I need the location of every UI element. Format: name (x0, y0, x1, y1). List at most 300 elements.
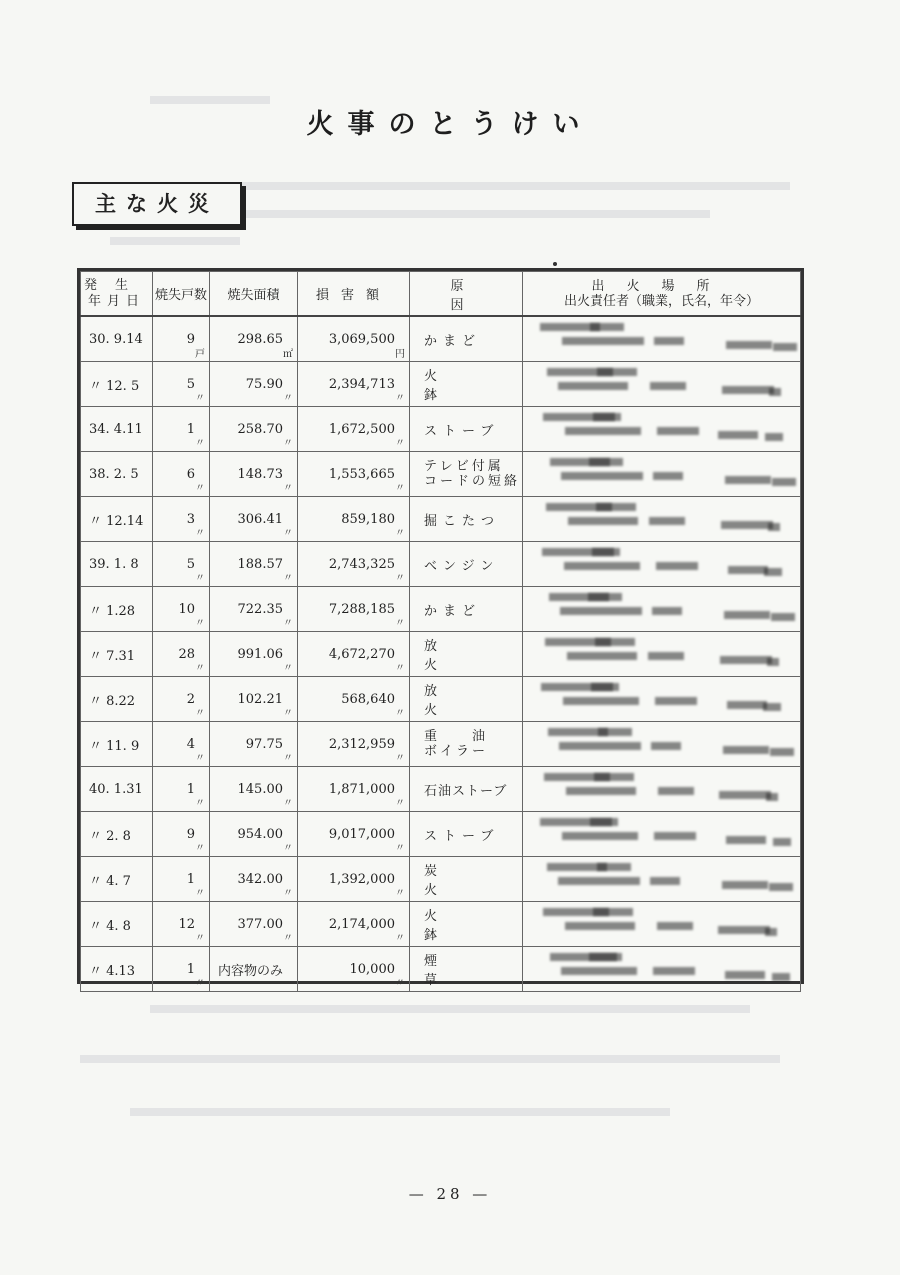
ink-dot (553, 262, 557, 266)
redaction-block (594, 773, 634, 781)
redaction-block (589, 953, 617, 961)
area-value: 102.21 (237, 691, 283, 707)
redaction-block (765, 433, 783, 441)
table-row (81, 722, 801, 767)
table-row (81, 316, 801, 362)
damage-value: 1,553,665 (328, 466, 395, 482)
ditto-mark: 〃 (283, 528, 293, 539)
redaction-block (654, 832, 696, 840)
cell-area (210, 902, 298, 947)
table-row (81, 857, 801, 902)
ditto-mark: 〃 (283, 933, 293, 944)
houses-value: 6 (186, 466, 195, 482)
cell-damage (298, 452, 410, 497)
ditto-mark: 〃 (395, 933, 405, 944)
redaction-block (590, 818, 618, 826)
table-row (81, 812, 801, 857)
redaction-block (771, 613, 795, 621)
cell-place-redacted (523, 857, 801, 902)
redaction-block (728, 566, 768, 574)
cell-date: 〃 1.28 (81, 587, 153, 632)
redaction-block (565, 922, 635, 930)
ditto-mark: 〃 (195, 663, 205, 674)
ditto-mark: 〃 (195, 438, 205, 449)
redaction-block (769, 883, 793, 891)
cell-houses (153, 362, 210, 407)
cell-houses (153, 587, 210, 632)
ditto-mark: 〃 (195, 573, 205, 584)
redaction-block (657, 427, 699, 435)
cell-damage (298, 812, 410, 857)
cause-value: 石油ストーブ (424, 783, 508, 799)
cell-place-redacted (523, 316, 801, 362)
table-header-row (81, 272, 801, 317)
redaction-block (772, 478, 796, 486)
redaction-block (773, 838, 791, 846)
damage-value: 859,180 (341, 511, 395, 527)
section-label: 主な火災 (72, 182, 242, 226)
cell-houses (153, 812, 210, 857)
ditto-mark: 〃 (195, 618, 205, 629)
houses-value: 28 (178, 646, 195, 662)
cell-damage (298, 587, 410, 632)
unit-label: ㎡ (283, 349, 293, 360)
redaction-block (588, 593, 622, 601)
ditto-mark: 〃 (395, 798, 405, 809)
redaction-block (657, 922, 693, 930)
cell-houses (153, 767, 210, 812)
damage-value: 568,640 (341, 691, 395, 707)
table-row (81, 542, 801, 587)
header-damage: 損害額 (298, 272, 410, 317)
cell-area (210, 632, 298, 677)
redaction-block (656, 562, 698, 570)
cell-place-redacted (523, 902, 801, 947)
area-value: 306.41 (237, 511, 283, 527)
redaction-block (773, 343, 797, 351)
ditto-mark: 〃 (395, 978, 405, 989)
cell-area (210, 362, 298, 407)
redaction-block (720, 656, 772, 664)
houses-value: 1 (186, 781, 195, 797)
area-value: 258.70 (237, 421, 283, 437)
damage-value: 7,288,185 (328, 601, 395, 617)
cell-date: 〃 2. 8 (81, 812, 153, 857)
cause-value: 放火 (424, 684, 480, 718)
damage-value: 2,394,713 (328, 376, 395, 392)
ditto-mark: 〃 (195, 978, 205, 989)
redaction-block (650, 382, 686, 390)
cell-cause (410, 587, 523, 632)
cell-cause (410, 947, 523, 992)
cell-houses (153, 542, 210, 587)
redaction-block (564, 562, 640, 570)
ditto-mark: 〃 (395, 888, 405, 899)
unit-label: 円 (395, 349, 405, 360)
cell-date: 〃 11. 9 (81, 722, 153, 767)
cell-houses (153, 677, 210, 722)
redaction-block (590, 323, 624, 331)
bleed-through-mark (80, 1055, 780, 1063)
ditto-mark: 〃 (283, 483, 293, 494)
damage-value: 2,174,000 (328, 916, 395, 932)
redaction-block (562, 832, 638, 840)
cell-damage (298, 722, 410, 767)
redaction-block (560, 607, 642, 615)
area-value: 954.00 (237, 826, 283, 842)
table-row (81, 587, 801, 632)
redaction-block (722, 881, 768, 889)
cell-cause (410, 362, 523, 407)
cell-cause (410, 542, 523, 587)
table-row (81, 362, 801, 407)
header-date: 発生 年月日 (81, 272, 153, 317)
area-value: 377.00 (237, 916, 283, 932)
redaction-block (591, 683, 619, 691)
redaction-block (561, 472, 643, 480)
redaction-block (559, 742, 641, 750)
redaction-block (765, 928, 777, 936)
cell-damage (298, 632, 410, 677)
redaction-block (655, 697, 697, 705)
cell-cause (410, 452, 523, 497)
cell-area (210, 452, 298, 497)
redaction-block (767, 658, 779, 666)
cell-place-redacted (523, 497, 801, 542)
table-row (81, 407, 801, 452)
ditto-mark: 〃 (283, 888, 293, 899)
damage-value: 2,312,959 (328, 736, 395, 752)
redaction-block (649, 517, 685, 525)
area-value: 145.00 (237, 781, 283, 797)
page-title: 火事のとうけい (306, 109, 594, 140)
cause-line: テレビ付属 (424, 459, 504, 474)
cause-value: かまど (424, 603, 482, 619)
cause-value: 炭火 (424, 864, 480, 898)
redaction-block (593, 908, 633, 916)
redaction-block (726, 341, 772, 349)
redaction-block (722, 386, 774, 394)
damage-value: 10,000 (349, 961, 395, 977)
cell-damage (298, 407, 410, 452)
cell-area (210, 677, 298, 722)
ditto-mark: 〃 (283, 618, 293, 629)
ditto-mark: 〃 (195, 483, 205, 494)
bleed-through-mark (130, 1108, 670, 1116)
cell-place-redacted (523, 947, 801, 992)
redaction-block (595, 638, 635, 646)
ditto-mark: 〃 (395, 843, 405, 854)
ditto-mark: 〃 (395, 483, 405, 494)
redaction-block (719, 791, 771, 799)
ditto-mark: 〃 (195, 798, 205, 809)
bleed-through-mark (110, 237, 240, 245)
damage-value: 2,743,325 (328, 556, 395, 572)
cause-value: 掘こたつ (424, 513, 501, 529)
redaction-block (727, 701, 767, 709)
ditto-mark: 〃 (395, 438, 405, 449)
ditto-mark: 〃 (195, 933, 205, 944)
cell-date: 30. 9.14 (81, 316, 153, 362)
redaction-block (658, 787, 694, 795)
damage-value: 4,672,270 (328, 646, 395, 662)
bleed-through-mark (150, 1005, 750, 1013)
redaction-block (766, 793, 778, 801)
area-value: 148.73 (237, 466, 283, 482)
ditto-mark: 〃 (395, 753, 405, 764)
cell-cause (410, 407, 523, 452)
cell-damage (298, 497, 410, 542)
redaction-block (768, 523, 780, 531)
ditto-mark: 〃 (195, 843, 205, 854)
redaction-block (596, 503, 636, 511)
redaction-block (721, 521, 773, 529)
houses-value: 12 (178, 916, 195, 932)
cell-place-redacted (523, 362, 801, 407)
redaction-block (568, 517, 638, 525)
houses-value: 4 (186, 736, 195, 752)
redaction-block (653, 967, 695, 975)
redaction-block (567, 652, 637, 660)
ditto-mark: 〃 (395, 708, 405, 719)
cell-date: 〃 4. 8 (81, 902, 153, 947)
cell-area (210, 542, 298, 587)
cell-place-redacted (523, 677, 801, 722)
cause-value: かまど (424, 333, 482, 349)
cell-place-redacted (523, 407, 801, 452)
redaction-block (726, 836, 766, 844)
cell-houses (153, 947, 210, 992)
header-houses: 焼失戸数 (153, 272, 210, 317)
houses-value: 3 (186, 511, 195, 527)
cell-cause (410, 812, 523, 857)
area-value: 342.00 (237, 871, 283, 887)
area-value: 298.65 (237, 331, 283, 347)
redaction-block (763, 703, 781, 711)
ditto-mark: 〃 (283, 393, 293, 404)
redaction-block (772, 973, 790, 981)
cause-value: ストーブ (424, 423, 500, 439)
redaction-block (769, 388, 781, 396)
cell-houses (153, 452, 210, 497)
redaction-block (563, 697, 639, 705)
cell-houses (153, 632, 210, 677)
cell-place-redacted (523, 452, 801, 497)
cell-area (210, 857, 298, 902)
ditto-mark: 〃 (283, 708, 293, 719)
area-value: 75.90 (245, 376, 283, 392)
table-row (81, 497, 801, 542)
houses-value: 5 (186, 376, 195, 392)
ditto-mark: 〃 (283, 663, 293, 674)
redaction-block (652, 607, 682, 615)
ditto-mark: 〃 (195, 528, 205, 539)
cell-area (210, 497, 298, 542)
cause-line: ボイラー (424, 744, 489, 759)
redaction-block (718, 431, 758, 439)
cell-date: 〃 8.22 (81, 677, 153, 722)
cell-damage (298, 767, 410, 812)
damage-value: 3,069,500 (328, 331, 395, 347)
redaction-block (654, 337, 684, 345)
cell-damage (298, 542, 410, 587)
ditto-mark: 〃 (283, 573, 293, 584)
redaction-block (723, 746, 769, 754)
table-row (81, 767, 801, 812)
cell-cause (410, 722, 523, 767)
cell-houses (153, 407, 210, 452)
ditto-mark: 〃 (395, 618, 405, 629)
header-area: 焼失面積 (210, 272, 298, 317)
cause-value: 火鉢 (424, 369, 480, 403)
cell-place-redacted (523, 767, 801, 812)
houses-value: 1 (186, 961, 195, 977)
table-row (81, 947, 801, 992)
cause-value: ベンジン (424, 558, 500, 574)
cell-area (210, 316, 298, 362)
ditto-mark: 〃 (283, 753, 293, 764)
cell-date: 34. 4.11 (81, 407, 153, 452)
cell-place-redacted (523, 542, 801, 587)
redaction-block (770, 748, 794, 756)
cause-value: ストーブ (424, 828, 500, 844)
cell-place-redacted (523, 722, 801, 767)
area-value: 内容物のみ (217, 963, 283, 979)
cell-date: 〃 12.14 (81, 497, 153, 542)
cell-houses (153, 902, 210, 947)
header-cause: 原因 (410, 272, 523, 317)
cell-cause (410, 902, 523, 947)
ditto-mark: 〃 (283, 843, 293, 854)
cell-houses (153, 497, 210, 542)
fire-table (77, 268, 804, 989)
area-value: 97.75 (245, 736, 283, 752)
cell-cause (410, 316, 523, 362)
redaction-block (651, 742, 681, 750)
cell-area (210, 587, 298, 632)
cell-houses (153, 316, 210, 362)
cell-cause (410, 767, 523, 812)
redaction-block (562, 337, 644, 345)
area-value: 188.57 (237, 556, 283, 572)
damage-value: 1,392,000 (328, 871, 395, 887)
cell-damage (298, 362, 410, 407)
damage-value: 1,871,000 (328, 781, 395, 797)
redaction-block (724, 611, 770, 619)
ditto-mark: 〃 (195, 393, 205, 404)
cell-cause (410, 857, 523, 902)
cell-area (210, 407, 298, 452)
cause-value: 火鉢 (424, 909, 480, 943)
page-number: — 28 — (408, 1185, 492, 1203)
cell-houses (153, 857, 210, 902)
redaction-block (566, 787, 636, 795)
cell-area (210, 722, 298, 767)
header-place: 出火場所 出火責任者（職業，氏名，年令） (523, 272, 801, 317)
cell-damage (298, 677, 410, 722)
damage-value: 1,672,500 (328, 421, 395, 437)
redaction-block (592, 548, 620, 556)
redaction-block (593, 413, 621, 421)
table-row (81, 677, 801, 722)
area-value: 722.35 (237, 601, 283, 617)
area-value: 991.06 (237, 646, 283, 662)
redaction-block (597, 863, 631, 871)
cell-area (210, 767, 298, 812)
redaction-block (558, 877, 640, 885)
cause-value: 放火 (424, 639, 480, 673)
cell-houses (153, 722, 210, 767)
ditto-mark: 〃 (395, 663, 405, 674)
ditto-mark: 〃 (283, 798, 293, 809)
cell-date: 39. 1. 8 (81, 542, 153, 587)
cause-line: コードの短絡 (424, 474, 521, 489)
table-row (81, 632, 801, 677)
ditto-mark: 〃 (195, 888, 205, 899)
redaction-block (653, 472, 683, 480)
houses-value: 9 (186, 826, 195, 842)
houses-value: 5 (186, 556, 195, 572)
houses-value: 2 (186, 691, 195, 707)
redaction-block (597, 368, 637, 376)
cause-value: 煙草 (424, 954, 480, 988)
ditto-mark: 〃 (283, 438, 293, 449)
cell-place-redacted (523, 587, 801, 632)
redaction-block (565, 427, 641, 435)
damage-value: 9,017,000 (328, 826, 395, 842)
redaction-block (725, 971, 765, 979)
unit-label: 戸 (195, 349, 205, 360)
cell-date: 〃 4. 7 (81, 857, 153, 902)
cell-place-redacted (523, 812, 801, 857)
redaction-block (718, 926, 770, 934)
redaction-block (764, 568, 782, 576)
cell-date: 38. 2. 5 (81, 452, 153, 497)
cell-date: 〃 4.13 (81, 947, 153, 992)
ditto-mark: 〃 (395, 528, 405, 539)
cell-area (210, 812, 298, 857)
cell-date: 40. 1.31 (81, 767, 153, 812)
cause-line: 重 油 (424, 729, 489, 744)
cell-cause (410, 632, 523, 677)
redaction-block (558, 382, 628, 390)
redaction-block (648, 652, 684, 660)
cell-cause (410, 677, 523, 722)
ditto-mark: 〃 (195, 708, 205, 719)
cell-damage (298, 947, 410, 992)
redaction-block (650, 877, 680, 885)
ditto-mark: 〃 (395, 573, 405, 584)
cell-damage (298, 316, 410, 362)
houses-value: 10 (178, 601, 195, 617)
table-row (81, 452, 801, 497)
ditto-mark: 〃 (195, 753, 205, 764)
redaction-block (561, 967, 637, 975)
houses-value: 1 (186, 421, 195, 437)
cell-damage (298, 902, 410, 947)
cell-date: 〃 12. 5 (81, 362, 153, 407)
redaction-block (725, 476, 771, 484)
cell-cause (410, 497, 523, 542)
ditto-mark: 〃 (395, 393, 405, 404)
cell-place-redacted (523, 632, 801, 677)
cell-date: 〃 7.31 (81, 632, 153, 677)
redaction-block (598, 728, 632, 736)
houses-value: 9 (186, 331, 195, 347)
cell-area (210, 947, 298, 992)
table-row (81, 902, 801, 947)
redaction-block (589, 458, 623, 466)
